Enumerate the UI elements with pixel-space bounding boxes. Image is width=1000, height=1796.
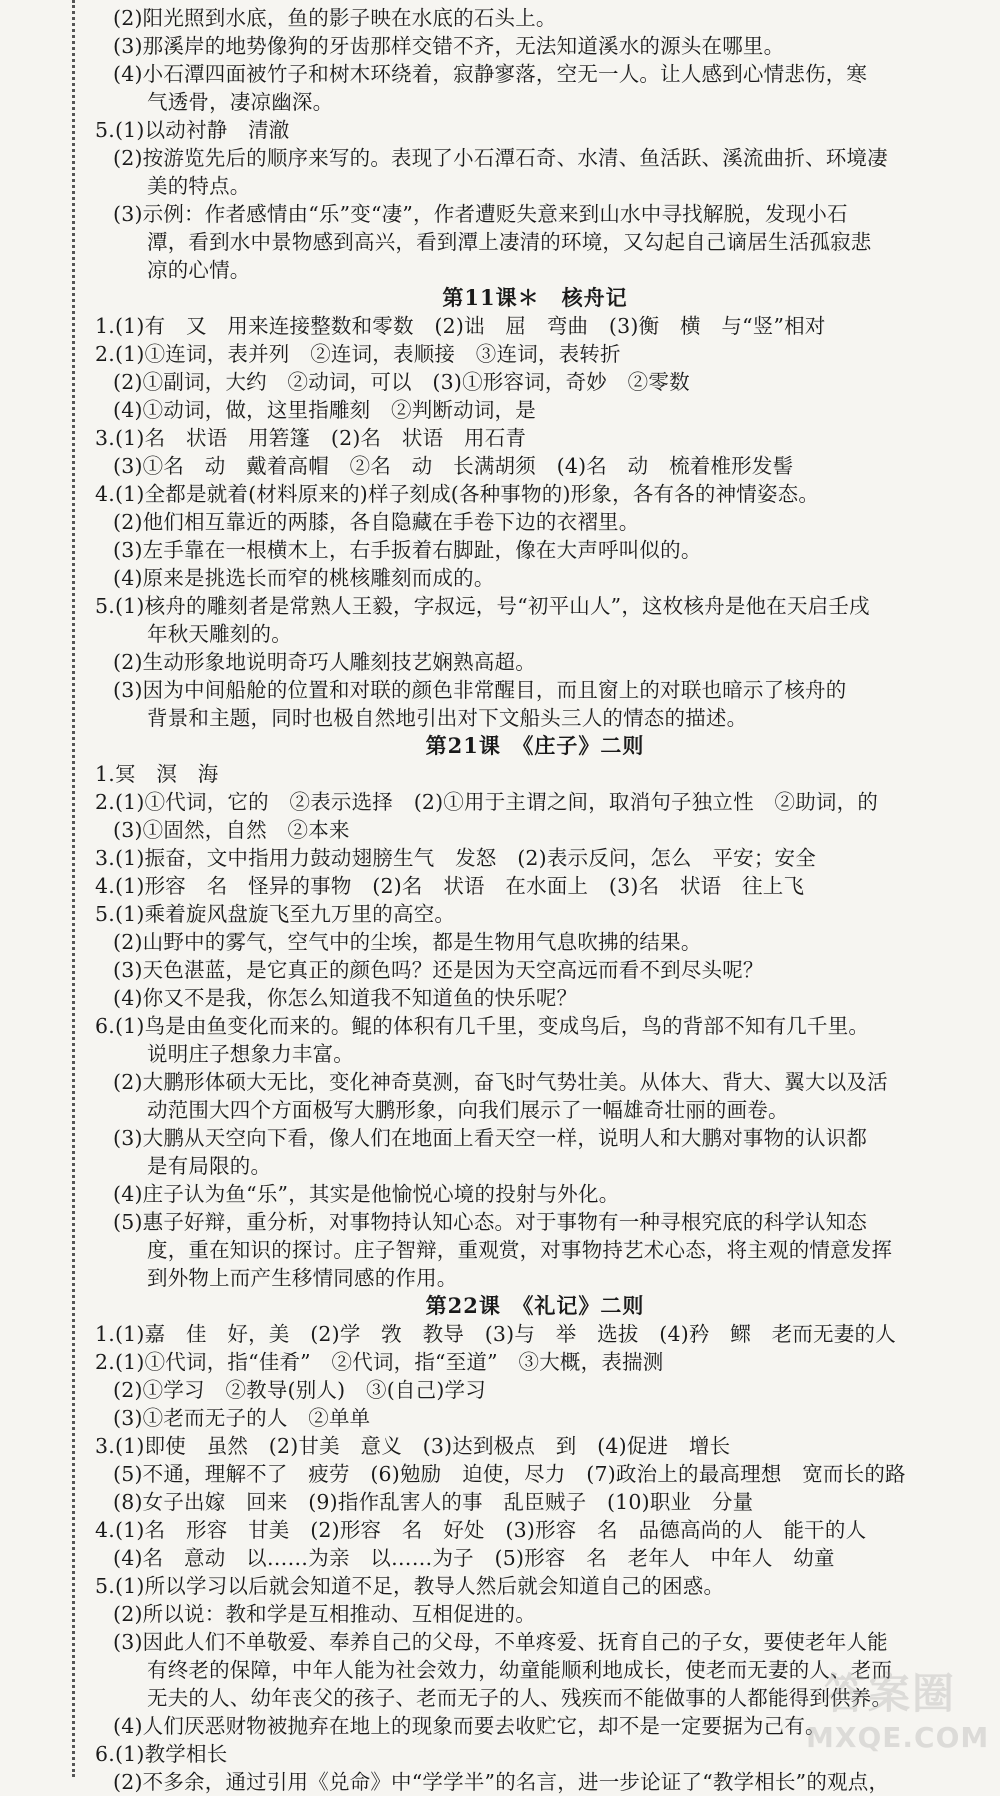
answer-line: (4)小石潭四面被竹子和树木环绕着，寂静寥落，空无一人。让人感到心情悲伤，寒 <box>113 62 868 86</box>
answer-line: 5.(1)所以学习以后就会知道不足，教导人然后就会知道自己的困惑。 <box>95 1574 725 1598</box>
answer-line: 1.(1)有 又 用来连接整数和零数 (2)诎 屈 弯曲 (3)衡 横 与“竖”相对 <box>95 314 826 338</box>
lesson-title: 第21课 《庄子》二则 <box>425 733 645 758</box>
answer-line: 到外物上而产生移情同感的作用。 <box>147 1266 458 1290</box>
answer-line: (5)不通，理解不了 疲劳 (6)勉励 迫使，尽力 (7)政治上的最高理想 宽而长的路 <box>113 1462 906 1486</box>
answer-line: 1.冥 溟 海 <box>95 762 219 786</box>
answer-line: 说明庄子想象力丰富。 <box>147 1042 354 1066</box>
answer-line: (4)原来是挑选长而窄的桃核雕刻而成的。 <box>113 566 495 590</box>
answer-line: (4)你又不是我，你怎么知道我不知道鱼的快乐呢？ <box>113 986 578 1010</box>
answer-line: 动范围大四个方面极写大鹏形象，向我们展示了一幅雄奇壮丽的画卷。 <box>147 1098 789 1122</box>
answer-line: (3)①固然，自然 ②本来 <box>113 818 350 842</box>
answer-line: 4.(1)形容 名 怪异的事物 (2)名 状语 在水面上 (3)名 状语 往上飞 <box>95 874 805 898</box>
answer-line: 5.(1)乘着旋风盘旋飞至九万里的高空。 <box>95 902 456 926</box>
answer-line: (4)庄子认为鱼“乐”，其实是他愉悦心境的投射与外化。 <box>113 1182 620 1206</box>
answer-line: (3)因为中间船舱的位置和对联的颜色非常醒目，而且窗上的对联也暗示了核舟的 <box>113 678 847 702</box>
answer-line: 凉的心情。 <box>147 258 251 282</box>
answer-line: (3)天色湛蓝，是它真正的颜色吗？还是因为天空高远而看不到尽头呢？ <box>113 958 764 982</box>
answer-line: (3)左手靠在一根横木上，右手扳着右脚趾，像在大声呼叫似的。 <box>113 538 702 562</box>
answer-line: (2)按游览先后的顺序来写的。表现了小石潭石奇、水清、鱼活跃、溪流曲折、环境凄 <box>113 146 888 170</box>
answer-line: 3.(1)名 状语 用箬篷 (2)名 状语 用石青 <box>95 426 527 450</box>
answer-line: 3.(1)振奋，文中指用力鼓动翅膀生气 发怒 (2)表示反问，怎么 平安；安全 <box>95 846 816 870</box>
answer-line: 是有局限的。 <box>147 1154 272 1178</box>
answer-line: 1.(1)嘉 佳 好，美 (2)学 敩 教导 (3)与 举 选拔 (4)矜 鳏 老而无妻的人 <box>95 1322 896 1346</box>
answer-line: 无夫的人、幼年丧父的孩子、老而无子的人、残疾而不能做事的人都能得到供养。 <box>147 1686 893 1710</box>
answer-line: (2)所以说：教和学是互相推动、互相促进的。 <box>113 1602 536 1626</box>
answer-line: 2.(1)①代词，指“佳肴” ②代词，指“至道” ③大概，表揣测 <box>95 1350 664 1374</box>
answer-line: (3)①名 动 戴着高帽 ②名 动 长满胡须 (4)名 动 梳着椎形发髻 <box>113 454 794 478</box>
answer-line: 3.(1)即使 虽然 (2)甘美 意义 (3)达到极点 到 (4)促进 增长 <box>95 1434 731 1458</box>
answer-line: (3)那溪岸的地势像狗的牙齿那样交错不齐，无法知道溪水的源头在哪里。 <box>113 34 785 58</box>
answer-line: 年秋天雕刻的。 <box>147 622 292 646</box>
answer-line: (2)阳光照到水底，鱼的影子映在水底的石头上。 <box>113 6 557 30</box>
answer-line: (5)惠子好辩，重分析，对事物持认知心态。对于事物有一种寻根究底的科学认知态 <box>113 1210 868 1234</box>
answer-line: 6.(1)教学相长 <box>95 1742 228 1766</box>
answer-line: 5.(1)以动衬静 清澈 <box>95 118 290 142</box>
answer-line: (3)大鹏从天空向下看，像人们在地面上看天空一样，说明人和大鹏对事物的认识都 <box>113 1126 868 1150</box>
answer-line: 4.(1)名 形容 甘美 (2)形容 名 好处 (3)形容 名 品德高尚的人 能干的人 <box>95 1518 867 1542</box>
answer-line: 4.(1)全都是就着(材料原来的)样子刻成(各种事物的)形象，各有各的神情姿态。 <box>95 482 820 506</box>
answer-line: (3)示例：作者感情由“乐”变“凄”，作者遭贬失意来到山水中寻找解脱，发现小石 <box>113 202 848 226</box>
lesson-title: 第22课 《礼记》二则 <box>425 1293 645 1318</box>
answer-line: 美的特点。 <box>147 174 251 198</box>
answer-line: (2)不多余，通过引用《兑命》中“学学半”的名言，进一步论证了“教学相长”的观点， <box>113 1770 890 1794</box>
answer-line: (2)他们相互靠近的两膝，各自隐藏在手卷下边的衣褶里。 <box>113 510 640 534</box>
binding-margin-dotted-line <box>72 0 75 1777</box>
answer-line: (2)山野中的雾气，空气中的尘埃，都是生物用气息吹拂的结果。 <box>113 930 702 954</box>
answer-line: (4)①动词，做，这里指雕刻 ②判断动词，是 <box>113 398 536 422</box>
watermark-title: 答案圈 <box>824 1669 957 1718</box>
answer-line: 度，重在知识的探讨。庄子智辩，重观赏，对事物持艺术心态，将主观的情意发挥 <box>147 1238 893 1262</box>
answer-line: (4)名 意动 以……为亲 以……为子 (5)形容 名 老年人 中年人 幼童 <box>113 1546 835 1570</box>
answer-line: (8)女子出嫁 回来 (9)指作乱害人的事 乱臣贼子 (10)职业 分量 <box>113 1490 754 1514</box>
answer-line: 5.(1)核舟的雕刻者是常熟人王毅，字叔远，号“初平山人”，这枚核舟是他在天启壬戌 <box>95 594 870 618</box>
answer-line: (2)①学习 ②教导(别人) ③(自己)学习 <box>113 1378 486 1402</box>
answer-line: 2.(1)①代词，它的 ②表示选择 (2)①用于主谓之间，取消句子独立性 ②助词，的 <box>95 790 879 814</box>
answer-line: (2)①副词，大约 ②动词，可以 (3)①形容词，奇妙 ②零数 <box>113 370 690 394</box>
lesson-title: 第11课＊ 核舟记 <box>442 285 628 310</box>
answer-line: 6.(1)鸟是由鱼变化而来的。鲲的体积有几千里，变成鸟后，鸟的背部不知有几千里。 <box>95 1014 870 1038</box>
answer-line: (2)大鹏形体硕大无比，变化神奇莫测，奋飞时气势壮美。从体大、背大、翼大以及活 <box>113 1070 888 1094</box>
answer-line: (4)人们厌恶财物被抛弃在地上的现象而要去收贮它，却不是一定要据为己有。 <box>113 1714 826 1738</box>
answer-line: (3)因此人们不单敬爱、奉养自己的父母，不单疼爱、抚育自己的子女，要使老年人能 <box>113 1630 888 1654</box>
answer-line: 气透骨，凄凉幽深。 <box>147 90 334 114</box>
answer-page <box>95 4 975 1796</box>
answer-line: 2.(1)①连词，表并列 ②连词，表顺接 ③连词，表转折 <box>95 342 621 366</box>
site-watermark <box>802 1653 990 1763</box>
answer-line: 背景和主题，同时也极自然地引出对下文船头三人的情态的描述。 <box>147 706 748 730</box>
answer-line: (3)①老而无子的人 ②单单 <box>113 1406 371 1430</box>
watermark-url: MXQE.COM <box>806 1721 990 1754</box>
answer-line: 潭，看到水中景物感到高兴，看到潭上凄清的环境，又勾起自己谪居生活孤寂悲 <box>147 230 872 254</box>
answer-line: 有终老的保障，中年人能为社会效力，幼童能顺利地成长，使老而无妻的人、老而 <box>147 1658 893 1682</box>
answer-line: (2)生动形象地说明奇巧人雕刻技艺娴熟高超。 <box>113 650 536 674</box>
